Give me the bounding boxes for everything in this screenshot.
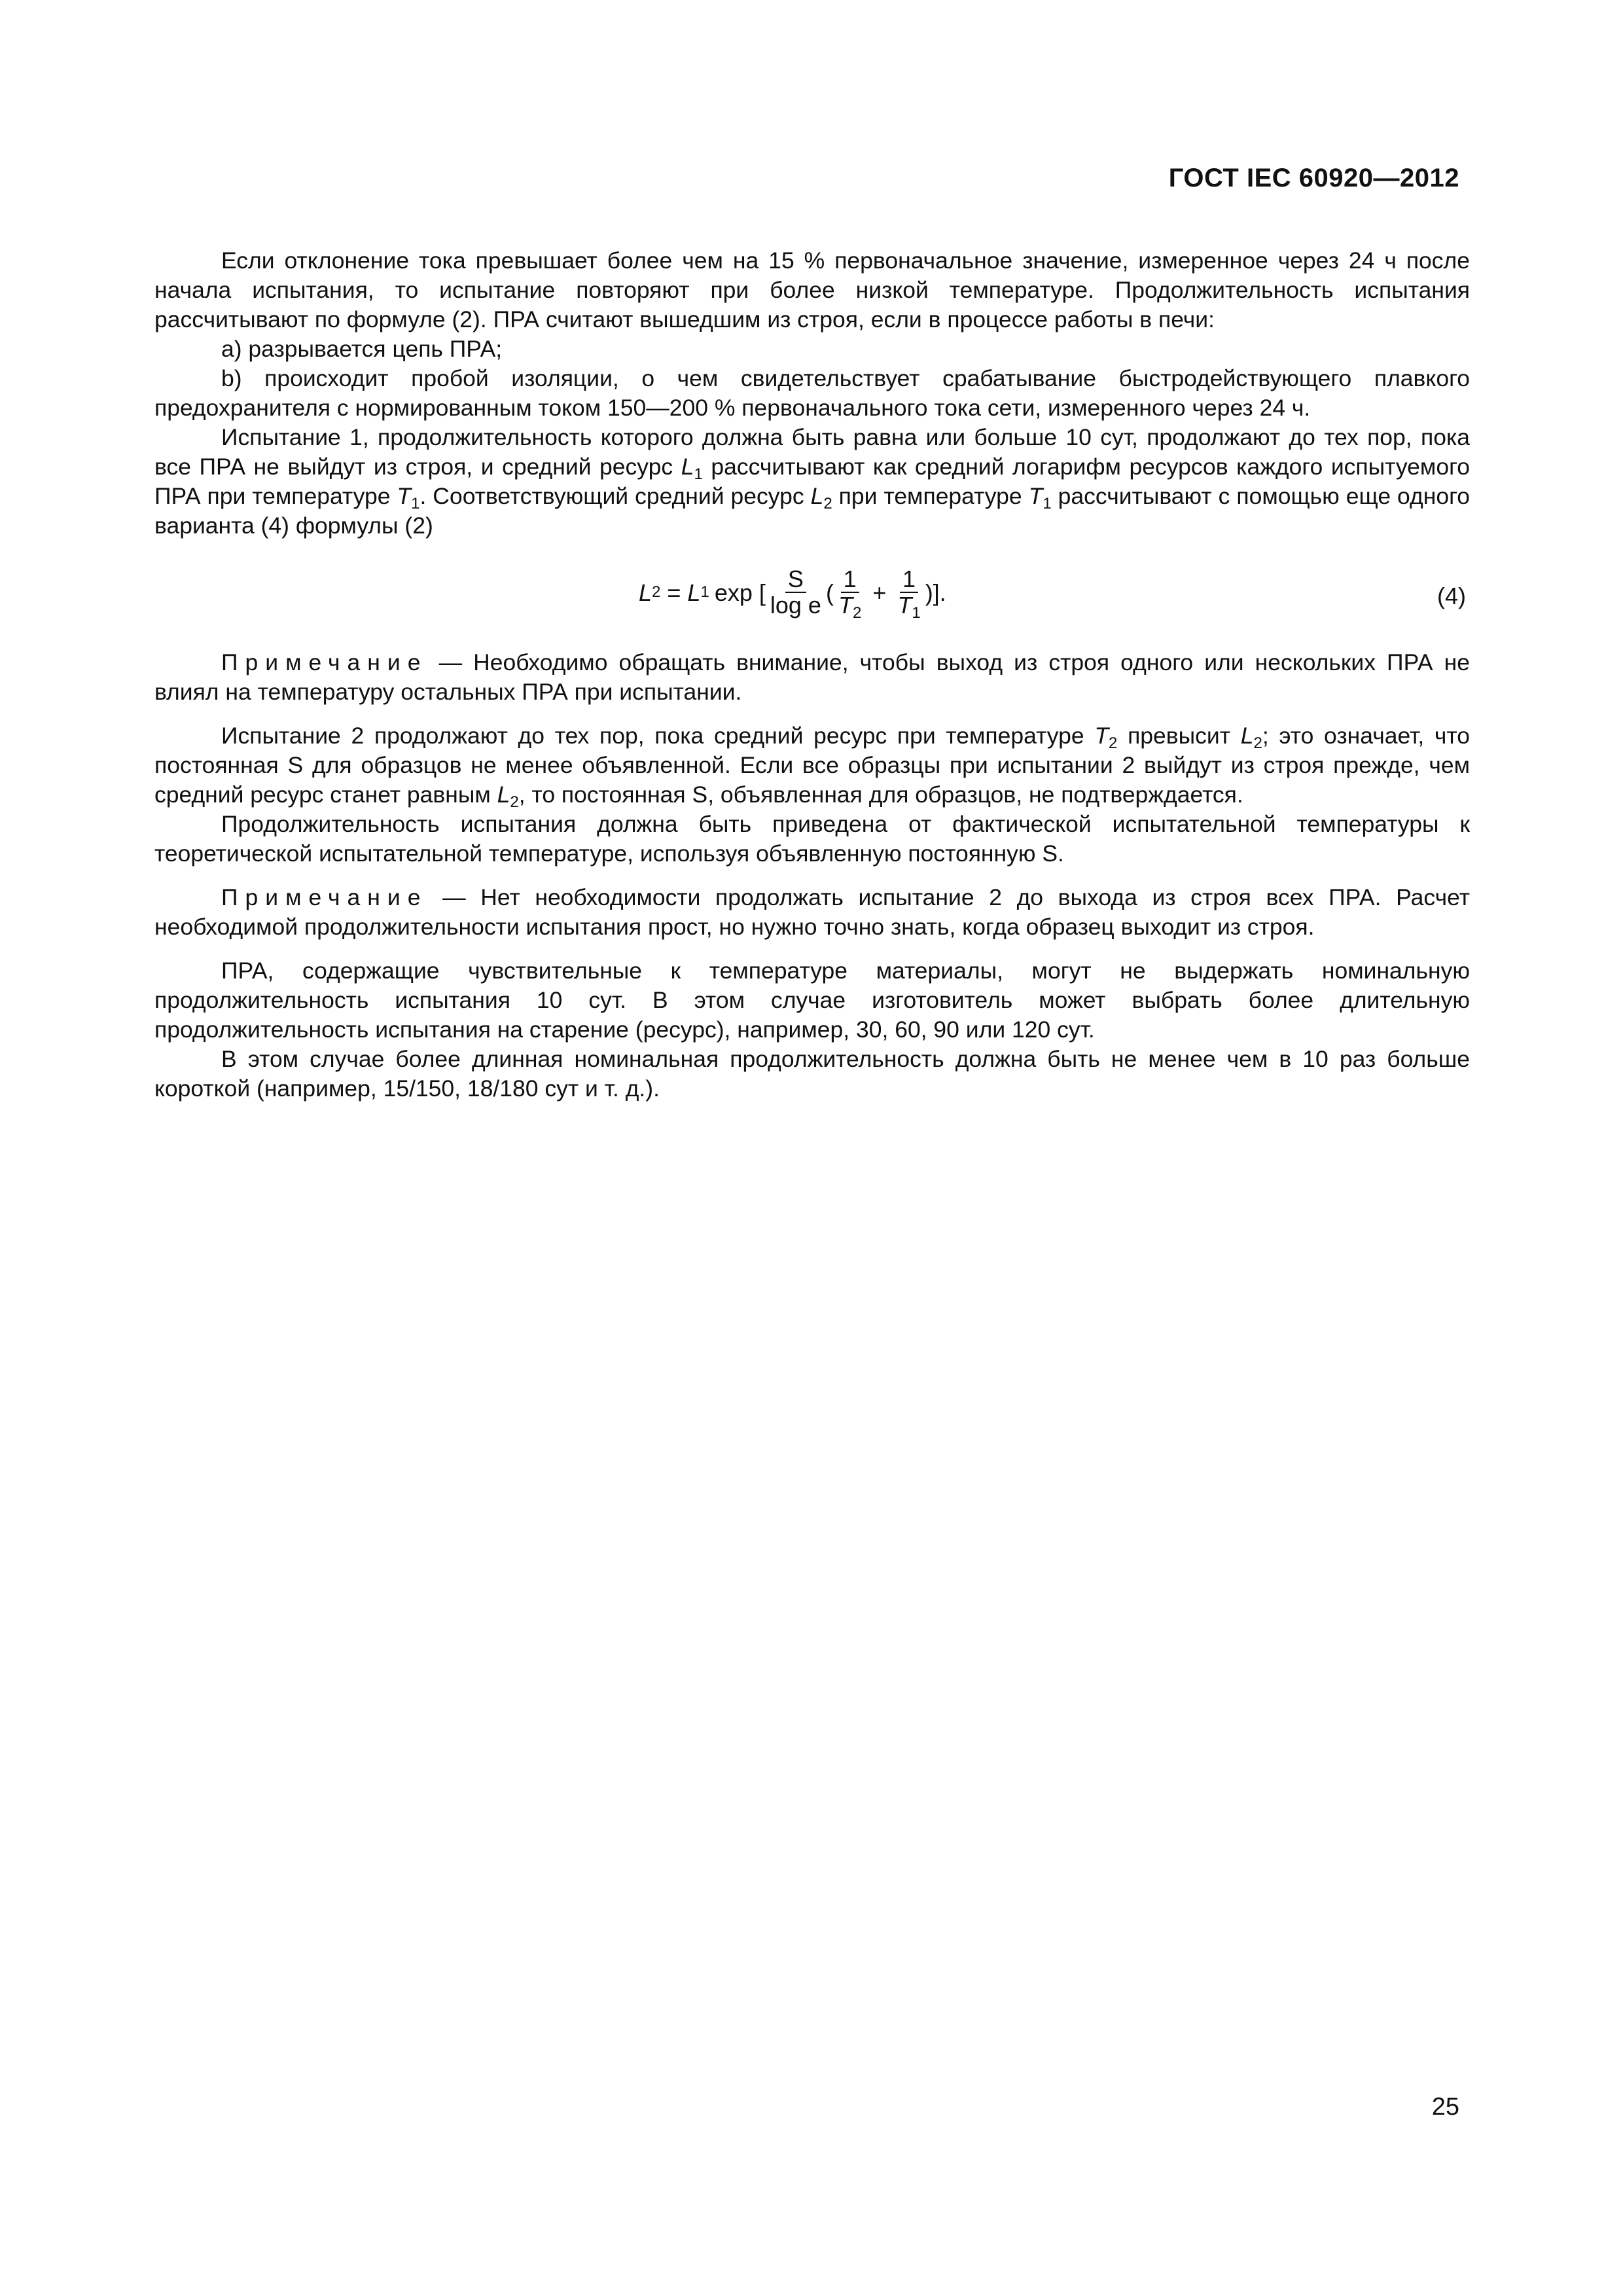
fraction-one-over-t1: $\frac{1}{T_1}$	[897, 565, 921, 622]
document-body	[154, 246, 1470, 1103]
note-label: Примечание	[221, 884, 428, 910]
paragraph-nominal-duration: В этом случае более длинная номинальная продолжительность должна быть не менее чем в 10 раз больше короткой (например, 15/150, 18/180 сут и т. д.).	[154, 1046, 1470, 1102]
note-1: Примечание — Необходимо обращать внимание, чтобы выход из строя одного или нескольких ПРА не влиял на температуру остальных ПРА при испытании.	[154, 649, 1470, 705]
document-header: ГОСТ IEC 60920—2012	[1168, 164, 1459, 192]
list-item-a: а) разрывается цепь ПРА;	[221, 336, 503, 362]
fraction-s-over-log-e: $\frac{S}{\text{log e}}$	[770, 565, 821, 619]
equation-number: (4)	[1437, 583, 1466, 609]
page-number: 25	[1431, 2093, 1459, 2121]
list-item-b: b) происходит пробой изоляции, о чем свидетельствует срабатывание быстродействующего плавкого предохранителя с нормированным током 150—200 % первоначального тока сети, измеренного через 24 ч.	[154, 365, 1470, 421]
paragraph-sensitive-materials: ПРА, содержащие чувствительные к температуре материалы, могут не выдержать номинальную продолжительность испытания 10 сут. В этом случае изготовитель может выбрать более длительную продолжительность испытания на старение (ресурс), например, 30, 60, 90 или 120 сут.	[154, 958, 1470, 1043]
paragraph-test-1: Испытание 1, продолжительность которого должна быть равна или больше 10 сут, продолжают до тех пор, пока все ПРА не выйдут из строя, и средний ресурс $L_1$ рассчитывают как средний логарифм ресурсов каждого испытуемого ПРА при температуре $T_1$. Соответствующий средний ресурс $L_2$ при температуре $T_1$ рассчитывают с помощью еще одного варианта (4) формулы (2)	[154, 424, 1470, 539]
paragraph-test-2: Испытание 2 продолжают до тех пор, пока средний ресурс при температуре $T_2$ превысит $L_2$; это означает, что постоянная S для образцов не менее объявленной. Если все образцы при испытании 2 выйдут из строя прежде, чем средний ресурс станет равным $L_2$, то постоянная S, объявленная для образцов, не подтверждается.	[154, 723, 1471, 811]
note-label: Примечание	[221, 649, 428, 675]
formula-expression: L 2 = L 1 exp [ $\frac{S}{\text{log e}}$ ( $\frac{1}{T_2}$ + $\frac{1}{T_1}$ )].	[639, 565, 946, 622]
paragraph-current-deviation: Если отклонение тока превышает более чем на 15 % первоначальное значение, измеренное через 24 ч после начала испытания, то испытание повторяют при более низкой температуре. Продолжительность испытания рассчитывают по формуле (2). ПРА считают вышедшим из строя, если в процессе работы в печи:	[154, 247, 1470, 332]
formula-4	[154, 559, 1470, 637]
paragraph-duration: Продолжительность испытания должна быть приведена от фактической испытательной температуры к теоретической испытательной температуре, используя объявленную постоянную S.	[154, 811, 1470, 867]
note-2: Примечание — Нет необходимости продолжать испытание 2 до выхода из строя всех ПРА. Расчет необходимой продолжительности испытания прост, но нужно точно знать, когда образец выходит из строя.	[154, 884, 1470, 940]
fraction-one-over-t2: $\frac{1}{T_2}$	[838, 565, 862, 622]
